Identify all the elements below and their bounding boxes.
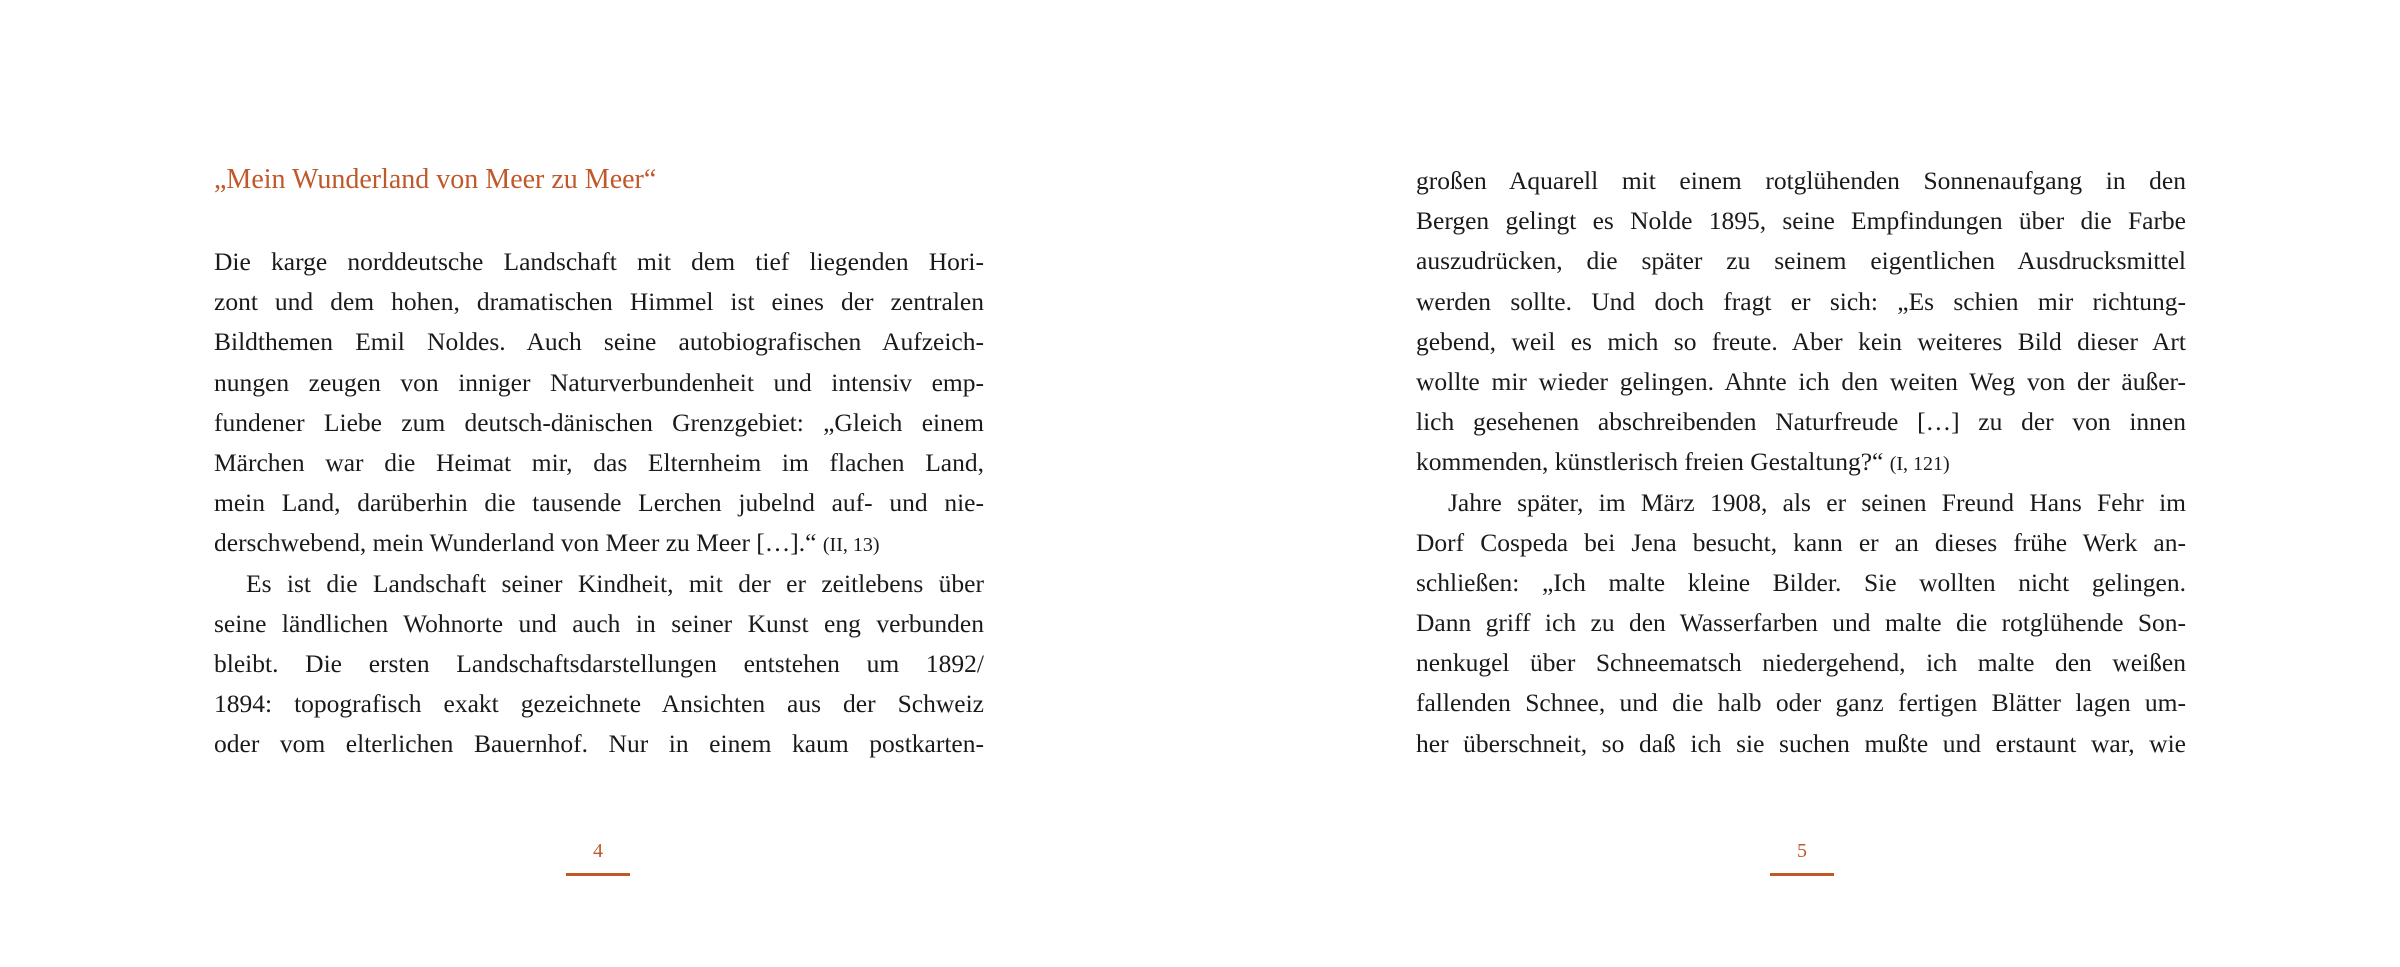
quote-end: derschwebend, mein Wunderland von Meer zu Meer […].“ [214,528,817,558]
text-line: lich gesehenen abschreibenden Naturfreude […] zu der von innen [1416,407,2186,437]
text-line [1416,442,2186,482]
text-line: fundener Liebe zum deutsch-dänischen Grenzgebiet: „Gleich einem [214,407,984,437]
citation-reference: (II, 13) [822,534,880,557]
chapter-heading: „Mein Wunderland von Meer zu Meer“ [214,164,657,195]
right-page [1416,0,2186,967]
left-body-text [214,242,984,764]
text-line: Märchen war die Heimat mir, das Elternheim im flachen Land, [214,447,984,477]
text-line: Es ist die Landschaft seiner Kindheit, mit der er zeitlebens über [246,568,984,598]
text-line: fallenden Schnee, und die halb oder ganz fertigen Blätter lagen um- [1416,688,2186,718]
text-line: nenkugel über Schneematsch niedergehend, ich malte den weißen [1416,648,2186,678]
text-line: oder vom elterlichen Bauernhof. Nur in einem kaum postkarten- [214,729,984,759]
page-number-rule [566,873,630,876]
text-line: nungen zeugen von inniger Naturverbundenheit und intensiv emp- [214,367,984,397]
text-line: großen Aquarell mit einem rotglühenden Sonnenaufgang in den [1416,166,2186,195]
text-line: her überschneit, so daß ich sie suchen mußte und erstaunt war, wie [1416,728,2186,758]
left-page [214,0,984,967]
text-line: Bildthemen Emil Noldes. Auch seine autobiografischen Aufzeich- [214,327,984,357]
text-line: bleibt. Die ersten Landschaftsdarstellungen entstehen um 1892/ [214,648,984,678]
text-line: Dorf Cospeda bei Jena besucht, kann er an dieses frühe Werk an- [1416,527,2186,557]
page-number-rule [1770,873,1834,876]
page-number: 4 [593,840,603,862]
text-line: werden sollte. Und doch fragt er sich: „Es schien mir richtung- [1416,286,2186,316]
text-line: seine ländlichen Wohnorte und auch in seiner Kunst eng verbunden [214,608,984,638]
text-line: gebend, weil es mich so freute. Aber kein weiteres Bild dieser Art [1416,326,2186,356]
text-line: Jahre später, im März 1908, als er seinen Freund Hans Fehr im [1448,487,2186,517]
text-line: Die karge norddeutsche Landschaft mit dem tief liegenden Hori- [214,247,984,276]
text-line: Bergen gelingt es Nolde 1895, seine Empfindungen über die Farbe [1416,206,2186,236]
text-line: zont und dem hohen, dramatischen Himmel ist eines der zentralen [214,287,984,317]
page-number: 5 [1797,840,1807,862]
quote-end: kommenden, künstlerisch freien Gestaltung?“ [1416,447,1884,477]
text-line: wollte mir wieder gelingen. Ahnte ich den weiten Weg von der äußer- [1416,366,2186,396]
text-line: Dann griff ich zu den Wasserfarben und malte die rotglühende Son- [1416,608,2186,638]
text-line: 1894: topografisch exakt gezeichnete Ansichten aus der Schweiz [214,689,984,719]
text-line: auszudrücken, die später zu seinem eigentlichen Ausdrucksmittel [1416,246,2186,276]
text-line [214,523,984,563]
citation-reference: (I, 121) [1889,453,1950,476]
text-line: schließen: „Ich malte kleine Bilder. Sie wollten nicht gelingen. [1416,567,2186,597]
right-body-text [1416,161,2186,764]
text-line: mein Land, darüberhin die tausende Lerchen jubelnd auf- und nie- [214,488,984,518]
